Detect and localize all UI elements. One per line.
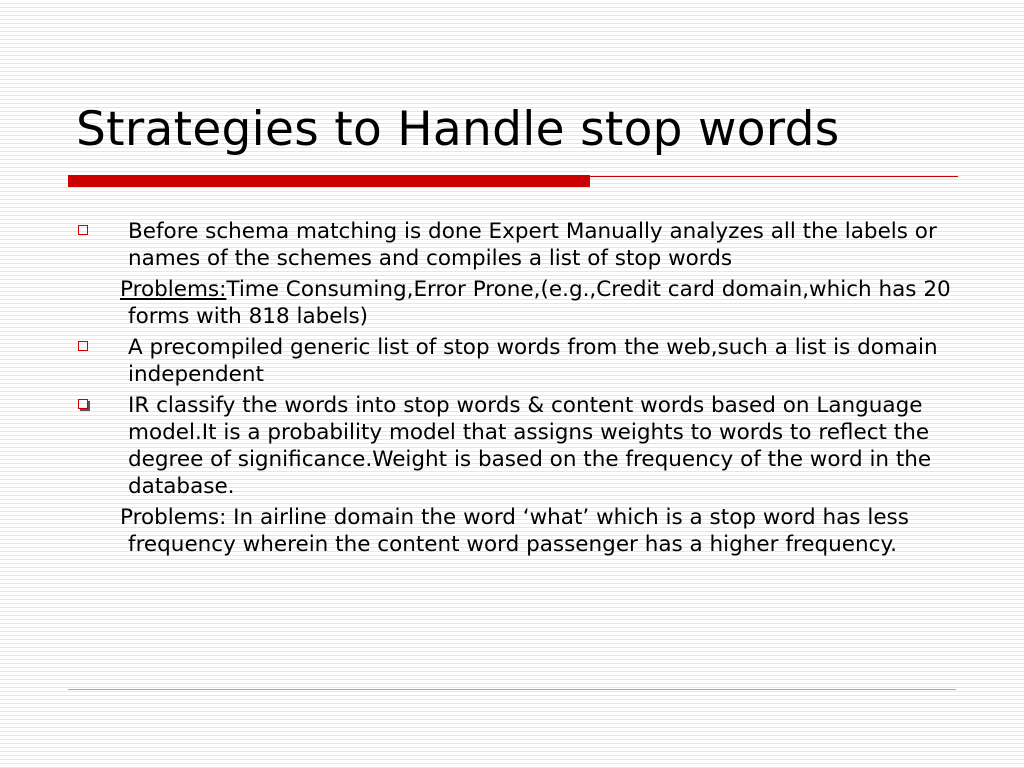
bullet-note (76, 276, 956, 330)
bullet-item (76, 334, 956, 388)
slide-body (76, 218, 956, 562)
title-underline-thick (68, 175, 590, 187)
bullet-text: A precompiled generic list of stop words from the web,such a list is domain independent (128, 335, 938, 387)
hollow-square-bullet-icon (78, 225, 88, 235)
shadowed-square-bullet-icon (78, 399, 88, 409)
note-text: Problems: In airline domain the word ‘what’ which is a stop word has less frequency wherein the content word passenger has a higher frequency. (120, 505, 909, 557)
note-label: Problems: (120, 277, 227, 302)
bullet-text: Before schema matching is done Expert Manually analyzes all the labels or names of the schemes and compiles a list of stop words (128, 219, 937, 271)
note-text: Time Consuming,Error Prone,(e.g.,Credit card domain,which has 20 forms with 818 labels) (128, 277, 951, 329)
slide-title: Strategies to Handle stop words (76, 102, 840, 157)
bullet-item (76, 392, 956, 500)
hollow-square-bullet-icon (78, 341, 88, 351)
title-underline-thin (590, 176, 958, 177)
bullet-item (76, 218, 956, 272)
bullet-note (76, 504, 956, 558)
bullet-text: IR classify the words into stop words & content words based on Language model.It is a probability model that assigns weights to words to reflect the degree of significance.Weight is based on the frequency of the word in the database. (128, 393, 932, 499)
footer-divider (68, 689, 956, 690)
